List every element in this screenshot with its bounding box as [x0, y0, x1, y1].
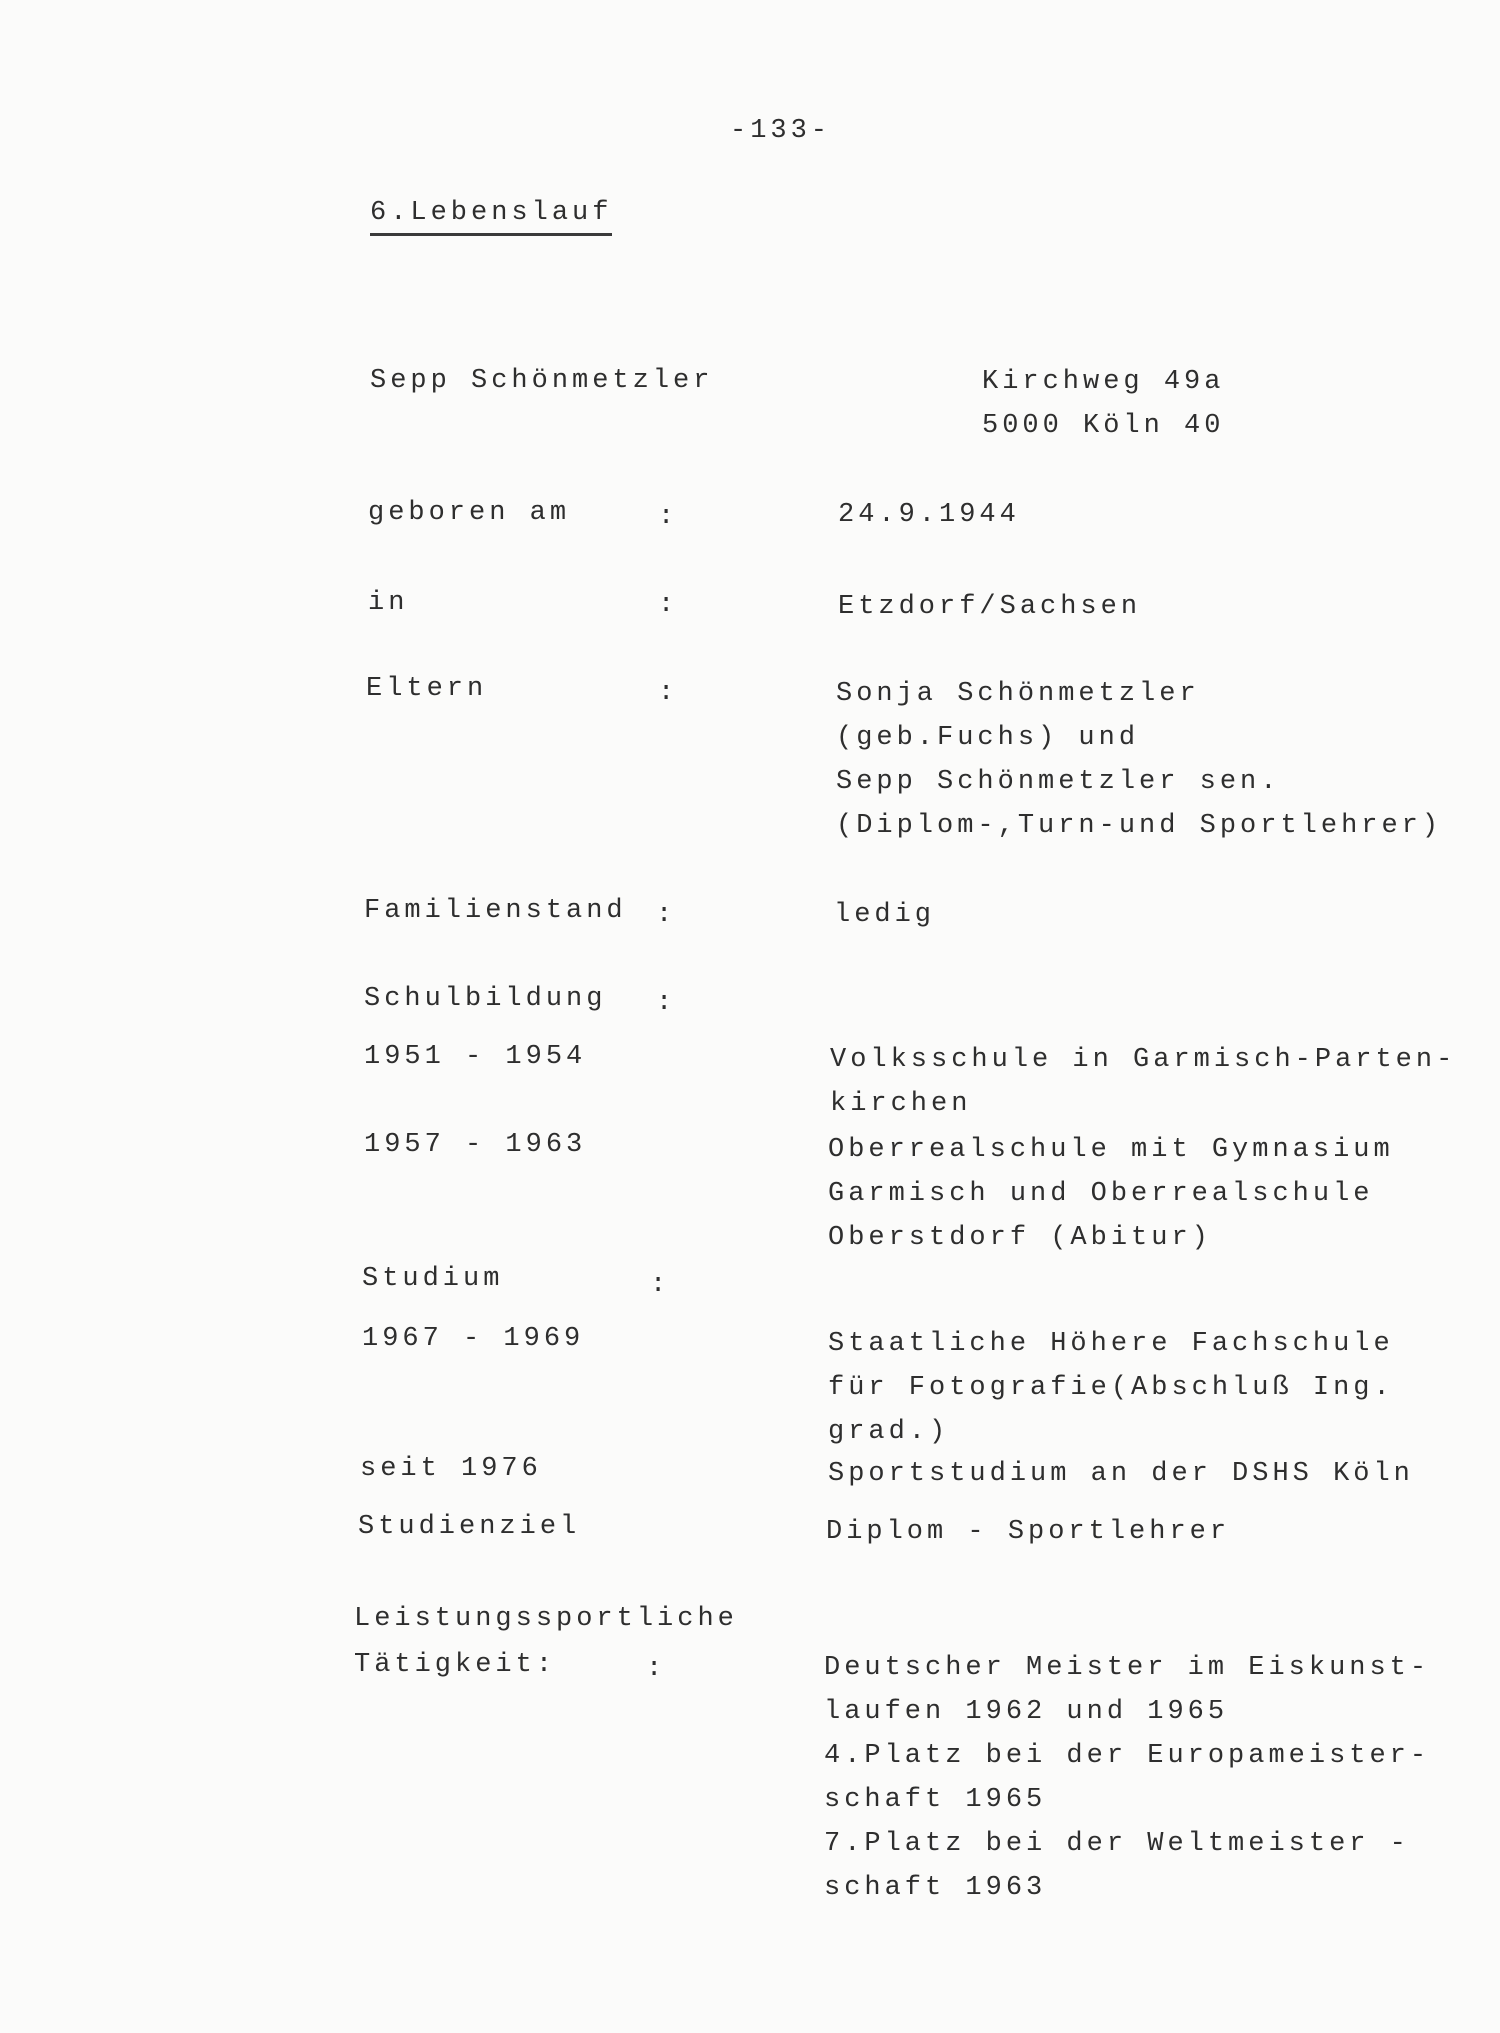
label-sports-line2: Tätigkeit:	[354, 1650, 557, 1680]
schooling-entry	[830, 1038, 1456, 1126]
colon: :	[650, 1270, 671, 1300]
period-studies-1: 1967 - 1969	[362, 1324, 585, 1354]
studies-line: grad.)	[828, 1417, 950, 1447]
section-heading: 6.Lebenslauf	[370, 200, 612, 236]
studies-line: Staatliche Höhere Fachschule	[828, 1329, 1394, 1359]
schooling-entry	[828, 1128, 1394, 1260]
schooling-line: Garmisch und Oberrealschule	[828, 1179, 1374, 1209]
label-schooling: Schulbildung	[364, 984, 607, 1014]
sports-line: schaft 1965	[824, 1785, 1047, 1815]
label-sports-line1: Leistungssportliche	[354, 1604, 738, 1634]
label-study-goal: Studienziel	[358, 1512, 581, 1542]
address-block	[982, 360, 1224, 448]
studies-entry	[828, 1322, 1394, 1454]
period-schooling-2: 1957 - 1963	[364, 1130, 587, 1160]
label-marital-status: Familienstand	[364, 896, 627, 926]
studies-entry	[828, 1452, 1414, 1496]
colon: :	[646, 1654, 667, 1684]
colon: :	[658, 502, 679, 532]
schooling-line: kirchen	[830, 1089, 972, 1119]
sports-line: Deutscher Meister im Eiskunst-	[824, 1653, 1431, 1683]
period-schooling-1: 1951 - 1954	[364, 1042, 587, 1072]
address-line: Kirchweg 49a	[982, 367, 1225, 397]
person-name: Sepp Schönmetzler	[370, 366, 714, 396]
schooling-line: Oberstdorf (Abitur)	[828, 1223, 1212, 1253]
sports-line: laufen 1962 und 1965	[824, 1697, 1229, 1727]
studies-line: Sportstudium an der DSHS Köln	[828, 1459, 1414, 1489]
parents-line: Sepp Schönmetzler sen.	[836, 767, 1281, 797]
parents-line: Sonja Schönmetzler	[836, 679, 1200, 709]
label-studies: Studium	[362, 1264, 504, 1294]
schooling-line: Volksschule in Garmisch-Parten-	[830, 1045, 1457, 1075]
colon: :	[656, 900, 677, 930]
label-birth-date: geboren am	[368, 498, 571, 528]
label-birth-place: in	[368, 588, 409, 618]
colon: :	[656, 988, 677, 1018]
sports-line: 4.Platz bei der Europameister-	[824, 1741, 1431, 1771]
sports-line: 7.Platz bei der Weltmeister -	[824, 1829, 1410, 1859]
sports-entries	[824, 1646, 1430, 1910]
colon: :	[658, 590, 679, 620]
colon: :	[658, 678, 679, 708]
page-number: -133-	[730, 116, 832, 146]
parents-line: (Diplom-,Turn-und Sportlehrer)	[836, 811, 1443, 841]
studies-line: Diplom - Sportlehrer	[826, 1517, 1231, 1547]
sports-line: schaft 1963	[824, 1873, 1047, 1903]
period-studies-2: seit 1976	[360, 1454, 542, 1484]
value-birth-date: 24.9.1944	[838, 500, 1020, 530]
schooling-line: Oberrealschule mit Gymnasium	[828, 1135, 1394, 1165]
studies-entry	[826, 1510, 1230, 1554]
value-birth-place: Etzdorf/Sachsen	[838, 592, 1142, 622]
value-parents	[836, 672, 1442, 848]
parents-line: (geb.Fuchs) und	[836, 723, 1140, 753]
studies-line: für Fotografie(Abschluß Ing.	[828, 1373, 1394, 1403]
address-line: 5000 Köln 40	[982, 411, 1225, 441]
label-parents: Eltern	[366, 674, 488, 704]
value-marital-status: ledig	[834, 900, 936, 930]
